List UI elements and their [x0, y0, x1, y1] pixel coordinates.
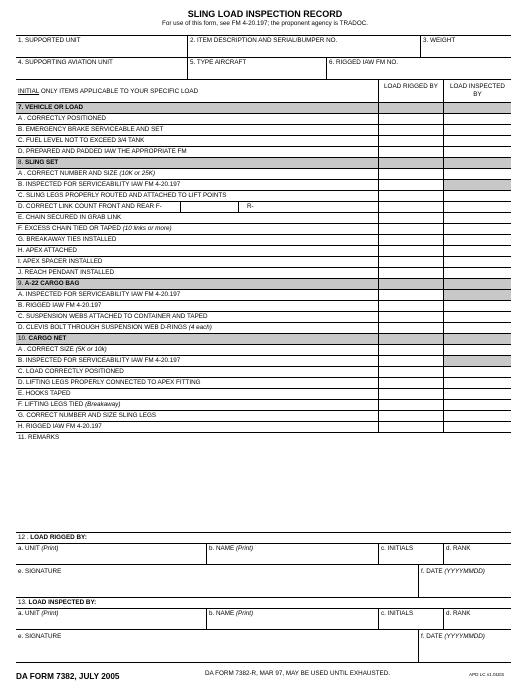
- rigged-by-initial-field[interactable]: [379, 367, 444, 377]
- rigged-by-initial-field[interactable]: [379, 290, 444, 300]
- checklist-row: [16, 323, 511, 334]
- checklist-row: [16, 378, 511, 389]
- item-text: A . CORRECT NUMBER AND SIZE: [18, 170, 118, 177]
- inspected-by-initial-field[interactable]: [444, 411, 511, 421]
- field-label: d. RANK: [446, 545, 471, 552]
- aviation-unit-field[interactable]: [16, 58, 188, 79]
- section-vehicle-title: [16, 103, 379, 113]
- checklist-row: [16, 411, 511, 422]
- load-inspected-by-header: LOAD INSPECTED BY: [450, 83, 505, 98]
- shaded-cell: [444, 290, 511, 300]
- inspected-rank-field[interactable]: [444, 609, 511, 629]
- inspected-by-row-2: [16, 630, 511, 662]
- field-label: e. SIGNATURE: [18, 633, 62, 640]
- item-label: B. EMERGENCY BRAKE SERVICEABLE AND SET: [16, 125, 379, 135]
- field-note: (Print): [41, 610, 59, 617]
- inspected-by-title: [16, 598, 511, 608]
- section-vehicle-header: [16, 103, 511, 114]
- inspected-by-initial-field[interactable]: [444, 367, 511, 377]
- rigged-by-initial-field[interactable]: [379, 169, 444, 179]
- section-number: 12 .: [18, 534, 29, 541]
- top-row-1: [16, 36, 511, 58]
- initial-instruction: [16, 80, 379, 102]
- item-label: C. FUEL LEVEL NOT TO EXCEED 3/4 TANK: [16, 136, 379, 146]
- field-note: (Print): [235, 545, 254, 552]
- checklist-row: [16, 147, 511, 158]
- item-label: C. LOAD CORRECTLY POSITIONED: [16, 367, 379, 377]
- rigged-by-initial-field[interactable]: [379, 213, 444, 223]
- item-label: [16, 323, 379, 333]
- field-label: b. NAME: [209, 545, 235, 552]
- item-label: A . CORRECTLY POSITIONED: [16, 114, 379, 124]
- inspected-by-initial-field[interactable]: [444, 136, 511, 146]
- checklist-row: [16, 235, 511, 246]
- item-note: (4 each): [188, 324, 212, 331]
- field-label: b. NAME: [209, 610, 235, 617]
- checklist-row: [16, 356, 511, 367]
- inspected-signature-field[interactable]: [16, 630, 419, 662]
- checklist-row: [16, 257, 511, 268]
- item-label: J. REACH PENDANT INSTALLED: [16, 268, 379, 278]
- checklist-row: [16, 213, 511, 224]
- item-text: F. EXCESS CHAIN TIED OR TAPED: [18, 225, 121, 232]
- rear-label: R-: [247, 203, 254, 210]
- checklist-row: [16, 246, 511, 257]
- rigged-by-initial-field[interactable]: [379, 147, 444, 157]
- rigged-date-field[interactable]: [419, 565, 511, 597]
- section-shade: [379, 158, 444, 168]
- section-number: 10.: [18, 335, 27, 342]
- item-label: H. RIGGED IAW FM 4-20.197: [16, 422, 379, 432]
- field-label: e. SIGNATURE: [18, 568, 62, 575]
- rigged-by-initial-field[interactable]: [379, 202, 444, 212]
- section-sling-title: [16, 158, 379, 168]
- item-label: I. APEX SPACER INSTALLED: [16, 257, 379, 267]
- section-title: SLING SET: [25, 159, 59, 166]
- inspected-by-row-1: [16, 609, 511, 630]
- inspection-form: [16, 35, 511, 663]
- shaded-cell: [444, 356, 511, 366]
- section-title: LOAD INSPECTED BY:: [28, 599, 97, 606]
- section-sling-header: [16, 158, 511, 169]
- form-number: DA FORM 7382, JULY 2005: [16, 672, 120, 681]
- field-note: (YYYYMMDD): [444, 568, 485, 575]
- rigged-by-initial-field[interactable]: [379, 301, 444, 311]
- rigged-name-field[interactable]: [207, 544, 379, 564]
- rigged-signature-field[interactable]: [16, 565, 419, 597]
- checklist-row: [16, 422, 511, 433]
- inspected-by-initial-field[interactable]: [444, 169, 511, 179]
- section-cargo-net-header: [16, 334, 511, 345]
- rigged-by-initial-field[interactable]: [379, 257, 444, 267]
- form-title: SLING LOAD INSPECTION RECORD: [187, 9, 343, 19]
- rigged-by-initial-field[interactable]: [379, 235, 444, 245]
- rigged-initials-field[interactable]: [379, 544, 444, 564]
- field-label: f. DATE: [421, 568, 443, 575]
- rigged-by-initial-field[interactable]: [379, 180, 444, 190]
- rigged-by-initial-field[interactable]: [379, 389, 444, 399]
- field-label: a. UNIT: [18, 610, 40, 617]
- rigged-unit-field[interactable]: [16, 544, 207, 564]
- checklist-row: [16, 136, 511, 147]
- checklist-row: [16, 389, 511, 400]
- field-note: (Print): [235, 610, 254, 617]
- type-aircraft-field[interactable]: [188, 58, 327, 79]
- item-label: B. RIGGED IAW FM 4-20.197: [16, 301, 379, 311]
- item-label: E. CHAIN SECURED IN GRAB LINK: [16, 213, 379, 223]
- item-label: [16, 400, 379, 410]
- inspected-unit-field[interactable]: [16, 609, 207, 629]
- rigged-by-initial-field[interactable]: [379, 268, 444, 278]
- inspected-by-initial-field[interactable]: [444, 224, 511, 234]
- inspected-by-initial-field[interactable]: [444, 191, 511, 201]
- item-note: (5K or 10k): [75, 346, 107, 353]
- version-tag: APD LC v1.01ES: [469, 672, 505, 677]
- remarks-field[interactable]: [16, 433, 511, 532]
- rigged-by-initial-field[interactable]: [379, 312, 444, 322]
- item-label: G. BREAKAWAY TIES INSTALLED: [16, 235, 379, 245]
- item-label: C. SUSPENSION WEBS ATTACHED TO CONTAINER AND TAPED: [16, 312, 379, 322]
- column-header-row: [16, 80, 511, 103]
- inspected-by-initial-field[interactable]: [444, 378, 511, 388]
- rigged-by-initial-field[interactable]: [379, 323, 444, 333]
- item-note: (10 links or more): [122, 225, 172, 232]
- section-title: VEHICLE OR LOAD: [25, 104, 84, 111]
- inspected-by-initial-field[interactable]: [444, 246, 511, 256]
- inspected-by-initial-field[interactable]: [444, 114, 511, 124]
- load-rigged-by-header: LOAD RIGGED BY: [379, 80, 444, 102]
- field-label: c. INITIALS: [381, 545, 414, 552]
- item-label: C. SLING LEGS PROPERLY ROUTED AND ATTACHED TO LIFT POINTS: [16, 191, 379, 201]
- inspected-name-field[interactable]: [207, 609, 379, 629]
- inspected-by-initial-field[interactable]: [444, 389, 511, 399]
- item-text: D. CORRECT LINK COUNT FRONT AND REAR: [18, 203, 155, 210]
- top-row-2: [16, 58, 511, 80]
- checklist-row: [16, 191, 511, 202]
- inspected-by-initial-field[interactable]: [444, 147, 511, 157]
- inspected-by-initial-field[interactable]: [444, 235, 511, 245]
- field-label: a. UNIT: [18, 545, 40, 552]
- rear-label-cell: [239, 202, 378, 212]
- remarks-label: 11. REMARKS: [18, 434, 60, 441]
- rigged-by-initial-field[interactable]: [379, 422, 444, 432]
- inspected-by-initial-field[interactable]: [444, 400, 511, 410]
- item-label: D. LIFTING LEGS PROPERLY CONNECTED TO APEX FITTING: [16, 378, 379, 388]
- checklist-row: [16, 345, 511, 356]
- supersedes-note: DA FORM 7382-R, MAR 97, MAY BE USED UNTIL EXHAUSTED.: [205, 670, 390, 677]
- section-number: 7.: [18, 104, 24, 111]
- rigged-by-initial-field[interactable]: [379, 191, 444, 201]
- item-label: G. CORRECT NUMBER AND SIZE SLING LEGS: [16, 411, 379, 421]
- checklist-row: [16, 400, 511, 411]
- inspected-by-initial-field[interactable]: [444, 345, 511, 355]
- item-note: (Breakaway): [85, 401, 121, 408]
- field-note: (Print): [41, 545, 59, 552]
- item-note: (10K or 25K): [119, 170, 156, 177]
- rigged-by-initial-field[interactable]: [379, 125, 444, 135]
- field-note: (YYYYMMDD): [444, 633, 485, 640]
- checklist-row: [16, 169, 511, 180]
- item-label: E. HOOKS TAPED: [16, 389, 379, 399]
- front-label: F-: [155, 203, 162, 210]
- checklist-row: [16, 312, 511, 323]
- inspected-by-initial-field[interactable]: [444, 323, 511, 333]
- remarks-row: [16, 433, 511, 533]
- form-subtitle: For use of this form, see FM 4-20.197; the proponent agency is TRADOC.: [161, 20, 369, 27]
- initial-rest: ONLY ITEMS APPLICABLE TO YOUR SPECIFIC LOAD: [39, 88, 199, 95]
- rigged-by-row-2: [16, 565, 511, 598]
- field-label: c. INITIALS: [381, 610, 414, 617]
- item-label: [16, 345, 379, 355]
- weight-label: 3. WEIGHT: [423, 37, 456, 44]
- field-label: f. DATE: [421, 633, 443, 640]
- checklist-row: [16, 202, 511, 213]
- section-shade: [379, 103, 444, 113]
- section-cargo-bag-title: [16, 279, 379, 289]
- inspected-by-initial-field[interactable]: [444, 125, 511, 135]
- item-description-label: 2. ITEM DESCRIPTION AND SERIAL/BUMPER NO.: [190, 37, 338, 44]
- section-title: CARGO NET: [28, 335, 67, 342]
- checklist-row: [16, 125, 511, 136]
- item-label: H. APEX ATTACHED: [16, 246, 379, 256]
- section-cargo-net-title: [16, 334, 379, 344]
- rigged-by-initial-field[interactable]: [379, 224, 444, 234]
- section-number: 8.: [18, 159, 24, 166]
- rigged-by-initial-field[interactable]: [379, 114, 444, 124]
- field-label: d. RANK: [446, 610, 471, 617]
- type-aircraft-label: 5. TYPE AIRCRAFT: [190, 59, 247, 66]
- item-text: A . CORRECT SIZE: [18, 346, 74, 353]
- item-label: B. INSPECTED FOR SERVICEABILITY IAW FM 4-20.197: [16, 180, 379, 190]
- checklist-row: [16, 180, 511, 191]
- item-description-field[interactable]: [188, 36, 421, 57]
- section-shade: [379, 334, 444, 344]
- inspected-by-initial-field[interactable]: [444, 202, 511, 212]
- checklist-row: [16, 268, 511, 279]
- section-number: 13.: [18, 599, 27, 606]
- section-number: 9.: [18, 280, 24, 287]
- checklist-row: [16, 301, 511, 312]
- rigged-by-title: [16, 533, 511, 543]
- supported-unit-field[interactable]: [16, 36, 188, 57]
- checklist-row: [16, 224, 511, 235]
- section-shade: [444, 103, 511, 113]
- front-link-count-field[interactable]: [180, 202, 239, 212]
- rigged-rank-field[interactable]: [444, 544, 511, 564]
- rigged-by-initial-field[interactable]: [379, 136, 444, 146]
- inspected-by-initial-field[interactable]: [444, 301, 511, 311]
- inspected-initials-field[interactable]: [379, 609, 444, 629]
- rigged-by-header-row: [16, 533, 511, 544]
- item-label: [16, 224, 379, 234]
- section-cargo-bag-header: [16, 279, 511, 290]
- item-label: [16, 202, 379, 212]
- item-label: [16, 169, 379, 179]
- rigged-by-initial-field[interactable]: [379, 378, 444, 388]
- rigged-by-initial-field[interactable]: [379, 345, 444, 355]
- inspected-by-header-row: [16, 598, 511, 609]
- inspected-by-initial-field[interactable]: [444, 257, 511, 267]
- section-shade: [379, 279, 444, 289]
- item-label: A. INSPECTED FOR SERVICEABILITY IAW FM 4-20.197: [16, 290, 379, 300]
- item-text: F. LIFTING LEGS TIED: [18, 401, 84, 408]
- item-label: D. PREPARED AND PADDED IAW THE APPROPRIATE FM: [16, 147, 379, 157]
- rigged-by-initial-field[interactable]: [379, 400, 444, 410]
- checklist-row: [16, 367, 511, 378]
- rigged-iaw-label: 6. RIGGED IAW FM NO.: [329, 59, 399, 66]
- item-text: D. CLEVIS BOLT THROUGH SUSPENSION WEB D-RINGS: [18, 324, 187, 331]
- inspected-date-field[interactable]: [419, 630, 511, 662]
- checklist-row: [16, 114, 511, 125]
- section-shade: [444, 334, 511, 344]
- inspected-by-initial-field[interactable]: [444, 422, 511, 432]
- rigged-by-initial-field[interactable]: [379, 411, 444, 421]
- supported-unit-label: 1. SUPPORTED UNIT: [18, 37, 81, 44]
- rigged-by-initial-field[interactable]: [379, 356, 444, 366]
- inspected-by-initial-field[interactable]: [444, 312, 511, 322]
- rigged-iaw-field[interactable]: [327, 58, 511, 79]
- initial-word: INITIAL: [18, 88, 40, 95]
- section-shade: [444, 279, 511, 289]
- section-title: LOAD RIGGED BY:: [30, 534, 87, 541]
- link-count-label: [16, 202, 180, 212]
- aviation-unit-label: 4. SUPPORTING AVIATION UNIT: [18, 59, 113, 66]
- inspected-by-initial-field[interactable]: [444, 213, 511, 223]
- checklist-row: [16, 290, 511, 301]
- section-shade: [444, 158, 511, 168]
- weight-field[interactable]: [421, 36, 511, 57]
- rigged-by-initial-field[interactable]: [379, 246, 444, 256]
- shaded-cell: [444, 180, 511, 190]
- rigged-by-row-1: [16, 544, 511, 565]
- section-title: A-22 CARGO BAG: [24, 280, 80, 287]
- inspected-by-initial-field[interactable]: [444, 268, 511, 278]
- item-label: B. INSPECTED FOR SERVICEABILITY IAW FM 4-20.197: [16, 356, 379, 366]
